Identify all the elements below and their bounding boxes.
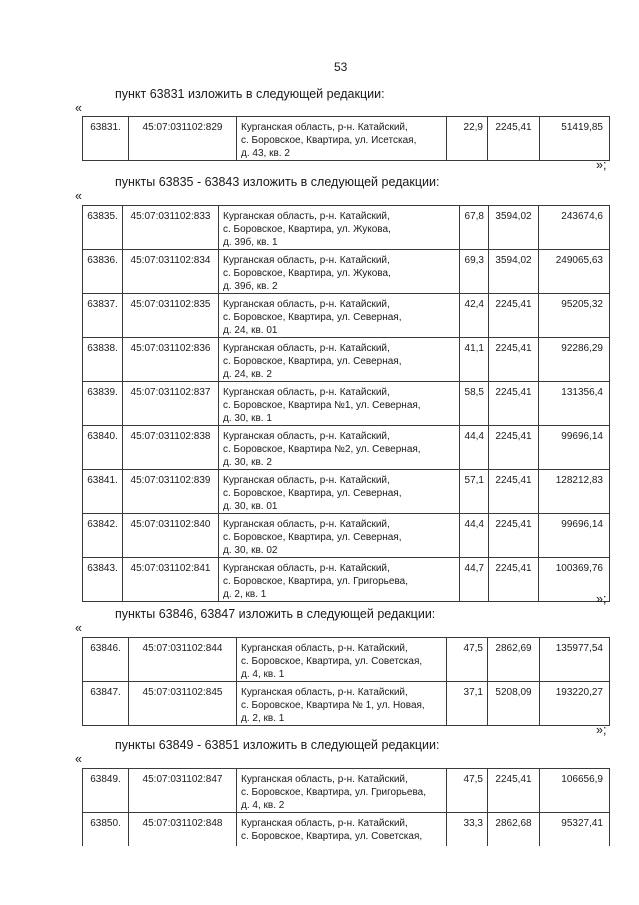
address-line: Курганская область, р-н. Катайский, — [223, 431, 390, 442]
table-row — [83, 294, 610, 338]
unit-value: 3594,02 — [489, 206, 539, 250]
unit-value: 2245,41 — [489, 382, 539, 426]
address-line: Курганская область, р-н. Катайский, — [241, 818, 408, 829]
address-line: Курганская область, р-н. Катайский, — [223, 563, 390, 574]
property-table-grid — [82, 768, 610, 846]
table-row — [83, 514, 610, 558]
address-line: д. 30, кв. 1 — [223, 413, 272, 424]
unit-value: 2862,69 — [488, 638, 540, 682]
cadastral-number: 45:07:031102:834 — [123, 250, 219, 294]
row-number: 63831. — [83, 117, 129, 161]
address-line: с. Боровское, Квартира, ул. Советская, — [241, 656, 423, 667]
address-line: д. 39б, кв. 1 — [223, 237, 278, 248]
unit-value: 2245,41 — [489, 514, 539, 558]
address — [219, 558, 460, 602]
table-body — [83, 117, 610, 161]
address — [219, 206, 460, 250]
cadastral-number: 45:07:031102:836 — [123, 338, 219, 382]
address-line: д. 24, кв. 2 — [223, 369, 272, 380]
address-line: д. 30, кв. 2 — [223, 457, 272, 468]
total-value: 135977,54 — [540, 638, 610, 682]
address-line: с. Боровское, Квартира, ул. Советская, — [241, 831, 423, 842]
area: 22,9 — [447, 117, 488, 161]
address-line: с. Боровское, Квартира, ул. Жукова, — [223, 268, 391, 279]
total-value: 106656,9 — [540, 769, 610, 813]
property-table-grid — [82, 637, 610, 726]
table-row — [83, 769, 610, 813]
address — [219, 382, 460, 426]
unit-value: 2245,41 — [488, 117, 540, 161]
address-line: с. Боровское, Квартира, ул. Исетская, — [241, 135, 417, 146]
address-line: Курганская область, р-н. Катайский, — [223, 475, 390, 486]
cadastral-number: 45:07:031102:844 — [129, 638, 237, 682]
row-number: 63836. — [83, 250, 123, 294]
total-value: 92286,29 — [539, 338, 610, 382]
total-value: 100369,76 — [539, 558, 610, 602]
address-line: с. Боровское, Квартира, ул. Жукова, — [223, 224, 391, 235]
table-row — [83, 117, 610, 161]
table-row — [83, 638, 610, 682]
address-line: с. Боровское, Квартира, ул. Северная, — [223, 356, 402, 367]
address-line: д. 4, кв. 1 — [241, 669, 285, 680]
area: 67,8 — [460, 206, 489, 250]
address-line: с. Боровское, Квартира №1, ул. Северная, — [223, 400, 421, 411]
row-number: 63842. — [83, 514, 123, 558]
unit-value: 2862,68 — [488, 813, 540, 847]
area: 44,4 — [460, 514, 489, 558]
section-heading: пункты 63835 - 63843 изложить в следующей редакции: — [115, 175, 440, 189]
property-table — [82, 116, 610, 161]
unit-value: 2245,41 — [488, 769, 540, 813]
page-number: 53 — [334, 60, 348, 74]
area: 37,1 — [447, 682, 488, 726]
address-line: Курганская область, р-н. Катайский, — [223, 519, 390, 530]
cadastral-number: 45:07:031102:835 — [123, 294, 219, 338]
section-heading: пункты 63849 - 63851 изложить в следующей редакции: — [115, 738, 440, 752]
area: 44,4 — [460, 426, 489, 470]
address-line: Курганская область, р-н. Катайский, — [223, 211, 390, 222]
total-value: 243674,6 — [539, 206, 610, 250]
address — [237, 638, 447, 682]
address-line: Курганская область, р-н. Катайский, — [223, 299, 390, 310]
open-quote: « — [75, 752, 82, 766]
table-row — [83, 682, 610, 726]
total-value: 249065,63 — [539, 250, 610, 294]
row-number: 63841. — [83, 470, 123, 514]
table-row — [83, 813, 610, 847]
section-heading: пункт 63831 изложить в следующей редакции: — [115, 87, 385, 101]
table-row — [83, 206, 610, 250]
close-quote: »; — [596, 723, 607, 737]
row-number: 63849. — [83, 769, 129, 813]
table-body — [83, 638, 610, 726]
address-line: с. Боровское, Квартира №2, ул. Северная, — [223, 444, 421, 455]
close-quote: »; — [596, 592, 607, 606]
row-number: 63847. — [83, 682, 129, 726]
address-line: с. Боровское, Квартира, ул. Григорьева, — [241, 787, 426, 798]
address-line: Курганская область, р-н. Катайский, — [223, 387, 390, 398]
cadastral-number: 45:07:031102:848 — [129, 813, 237, 847]
cadastral-number: 45:07:031102:840 — [123, 514, 219, 558]
open-quote: « — [75, 101, 82, 115]
cadastral-number: 45:07:031102:829 — [129, 117, 237, 161]
total-value: 51419,85 — [540, 117, 610, 161]
address-line: д. 39б, кв. 2 — [223, 281, 278, 292]
property-table — [82, 637, 610, 726]
unit-value: 2245,41 — [489, 294, 539, 338]
address — [219, 250, 460, 294]
address-line: д. 30, кв. 02 — [223, 545, 278, 556]
area: 69,3 — [460, 250, 489, 294]
area: 42,4 — [460, 294, 489, 338]
property-table-grid — [82, 205, 610, 602]
total-value: 99696,14 — [539, 514, 610, 558]
row-number: 63846. — [83, 638, 129, 682]
cadastral-number: 45:07:031102:833 — [123, 206, 219, 250]
row-number: 63843. — [83, 558, 123, 602]
unit-value: 5208,09 — [488, 682, 540, 726]
address-line: Курганская область, р-н. Катайский, — [241, 687, 408, 698]
open-quote: « — [75, 621, 82, 635]
row-number: 63840. — [83, 426, 123, 470]
area: 44,7 — [460, 558, 489, 602]
address-line: д. 2, кв. 1 — [223, 589, 267, 600]
row-number: 63835. — [83, 206, 123, 250]
address — [219, 338, 460, 382]
unit-value: 3594,02 — [489, 250, 539, 294]
address-line: с. Боровское, Квартира, ул. Северная, — [223, 488, 402, 499]
area: 57,1 — [460, 470, 489, 514]
unit-value: 2245,41 — [489, 426, 539, 470]
property-table-grid — [82, 116, 610, 161]
row-number: 63850. — [83, 813, 129, 847]
address-line: Курганская область, р-н. Катайский, — [223, 343, 390, 354]
total-value: 95205,32 — [539, 294, 610, 338]
address-line: Курганская область, р-н. Катайский, — [223, 255, 390, 266]
row-number: 63839. — [83, 382, 123, 426]
cadastral-number: 45:07:031102:838 — [123, 426, 219, 470]
total-value: 193220,27 — [540, 682, 610, 726]
close-quote: »; — [596, 158, 607, 172]
address-line: с. Боровское, Квартира № 1, ул. Новая, — [241, 700, 425, 711]
address-line: д. 2, кв. 1 — [241, 713, 285, 724]
cadastral-number: 45:07:031102:847 — [129, 769, 237, 813]
table-row — [83, 382, 610, 426]
address-line: Курганская область, р-н. Катайский, — [241, 122, 408, 133]
area: 47,5 — [447, 638, 488, 682]
table-body — [83, 206, 610, 602]
address-line: д. 24, кв. 01 — [223, 325, 278, 336]
property-table — [82, 205, 610, 602]
table-row — [83, 250, 610, 294]
total-value: 99696,14 — [539, 426, 610, 470]
area: 33,3 — [447, 813, 488, 847]
unit-value: 2245,41 — [489, 558, 539, 602]
cadastral-number: 45:07:031102:841 — [123, 558, 219, 602]
address — [219, 514, 460, 558]
area: 58,5 — [460, 382, 489, 426]
cadastral-number: 45:07:031102:839 — [123, 470, 219, 514]
row-number: 63838. — [83, 338, 123, 382]
address-line: с. Боровское, Квартира, ул. Северная, — [223, 312, 402, 323]
address — [219, 470, 460, 514]
open-quote: « — [75, 189, 82, 203]
unit-value: 2245,41 — [489, 470, 539, 514]
address-line: д. 30, кв. 01 — [223, 501, 278, 512]
area: 47,5 — [447, 769, 488, 813]
address — [237, 117, 447, 161]
total-value: 131356,4 — [539, 382, 610, 426]
address-line: с. Боровское, Квартира, ул. Северная, — [223, 532, 402, 543]
row-number: 63837. — [83, 294, 123, 338]
total-value: 95327,41 — [540, 813, 610, 847]
unit-value: 2245,41 — [489, 338, 539, 382]
address-line: Курганская область, р-н. Катайский, — [241, 774, 408, 785]
table-row — [83, 470, 610, 514]
address — [237, 813, 447, 847]
property-table — [82, 768, 610, 846]
address-line: д. 4, кв. 2 — [241, 800, 285, 811]
address — [237, 682, 447, 726]
section-heading: пункты 63846, 63847 изложить в следующей редакции: — [115, 607, 436, 621]
table-row — [83, 426, 610, 470]
cadastral-number: 45:07:031102:837 — [123, 382, 219, 426]
table-body — [83, 769, 610, 847]
address-line: д. 43, кв. 2 — [241, 148, 290, 159]
address — [237, 769, 447, 813]
address-line: с. Боровское, Квартира, ул. Григорьева, — [223, 576, 408, 587]
address-line: Курганская область, р-н. Катайский, — [241, 643, 408, 654]
address — [219, 294, 460, 338]
area: 41,1 — [460, 338, 489, 382]
address — [219, 426, 460, 470]
table-row — [83, 558, 610, 602]
cadastral-number: 45:07:031102:845 — [129, 682, 237, 726]
total-value: 128212,83 — [539, 470, 610, 514]
table-row — [83, 338, 610, 382]
